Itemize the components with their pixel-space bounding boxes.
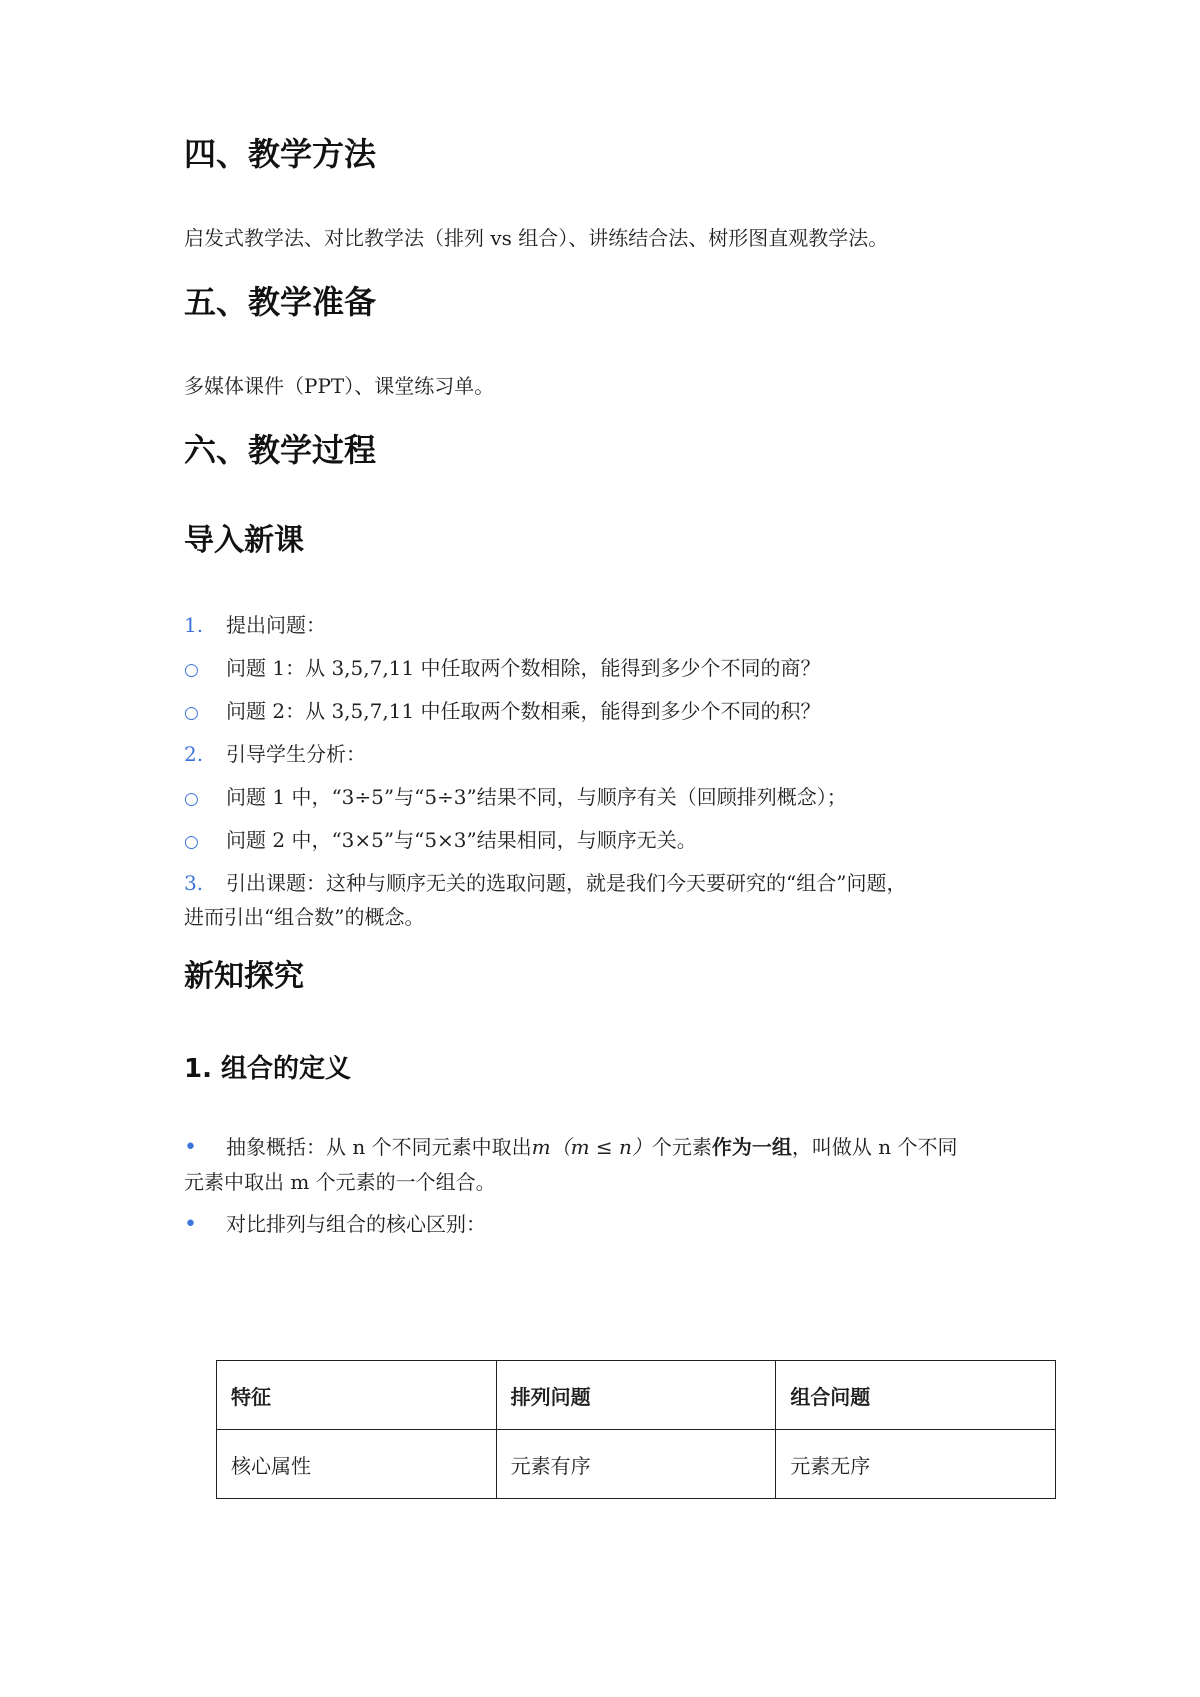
section-6-heading: 六、教学过程 (184, 431, 377, 469)
list-item: 2. 引导学生分析： (184, 737, 1054, 771)
comparison-table (216, 1360, 1056, 1499)
circle-bullet-icon: ○ (184, 789, 199, 809)
circle-bullet-icon: ○ (184, 832, 199, 852)
list-number: 1. (184, 613, 204, 637)
table-cell: 核心属性 (217, 1430, 497, 1499)
compare-bullet: • 对比排列与组合的核心区别： (184, 1207, 1054, 1242)
table-header-cell: 排列问题 (496, 1361, 776, 1430)
list-item: 3. 引出课题：这种与顺序无关的选取问题，就是我们今天要研究的“组合”问题， 进而引出“组合数”的概念。 (184, 866, 1054, 934)
list-item: 1. 提出问题： (184, 608, 1054, 642)
section-4-heading: 四、教学方法 (184, 135, 377, 173)
list-number: 2. (184, 742, 204, 766)
circle-bullet-icon: ○ (184, 703, 199, 723)
explore-heading: 新知探究 (184, 959, 304, 994)
section-5-body: 多媒体课件（PPT）、课堂练习单。 (184, 374, 495, 398)
section-5-heading: 五、教学准备 (184, 283, 377, 321)
math-expression: m（m ≤ n） (531, 1135, 652, 1159)
table-cell: 元素无序 (776, 1430, 1056, 1499)
table-header-cell: 特征 (217, 1361, 497, 1430)
list-item: ○ 问题 2：从 3,5,7,11 中任取两个数相乘，能得到多少个不同的积？ (184, 694, 1054, 730)
table-cell: 元素有序 (496, 1430, 776, 1499)
bullet-dot-icon: • (184, 1135, 197, 1160)
list-item: ○ 问题 1 中，“3÷5”与“5÷3”结果不同，与顺序有关（回顾排列概念）； (184, 780, 1054, 816)
table-header-cell: 组合问题 (776, 1361, 1056, 1430)
list-item: ○ 问题 2 中，“3×5”与“5×3”结果相同，与顺序无关。 (184, 823, 1054, 859)
intro-heading: 导入新课 (184, 523, 304, 558)
list-number: 3. (184, 871, 204, 895)
definition-subheading: 1. 组合的定义 (184, 1054, 352, 1084)
section-4-body: 启发式教学法、对比教学法（排列 vs 组合）、讲练结合法、树形图直观教学法。 (184, 226, 889, 250)
table-header-row (217, 1361, 1056, 1430)
definition-bullet: • 抽象概括：从 n 个不同元素中取出m（m ≤ n）个元素作为一组，叫做从 n 个不同 元素中取出 m 个元素的一个组合。 (184, 1130, 1054, 1199)
bullet-dot-icon: • (184, 1212, 197, 1237)
circle-bullet-icon: ○ (184, 660, 199, 680)
list-item: ○ 问题 1：从 3,5,7,11 中任取两个数相除，能得到多少个不同的商？ (184, 651, 1054, 687)
table-row (217, 1430, 1056, 1499)
bold-phrase: 作为一组 (711, 1135, 792, 1159)
